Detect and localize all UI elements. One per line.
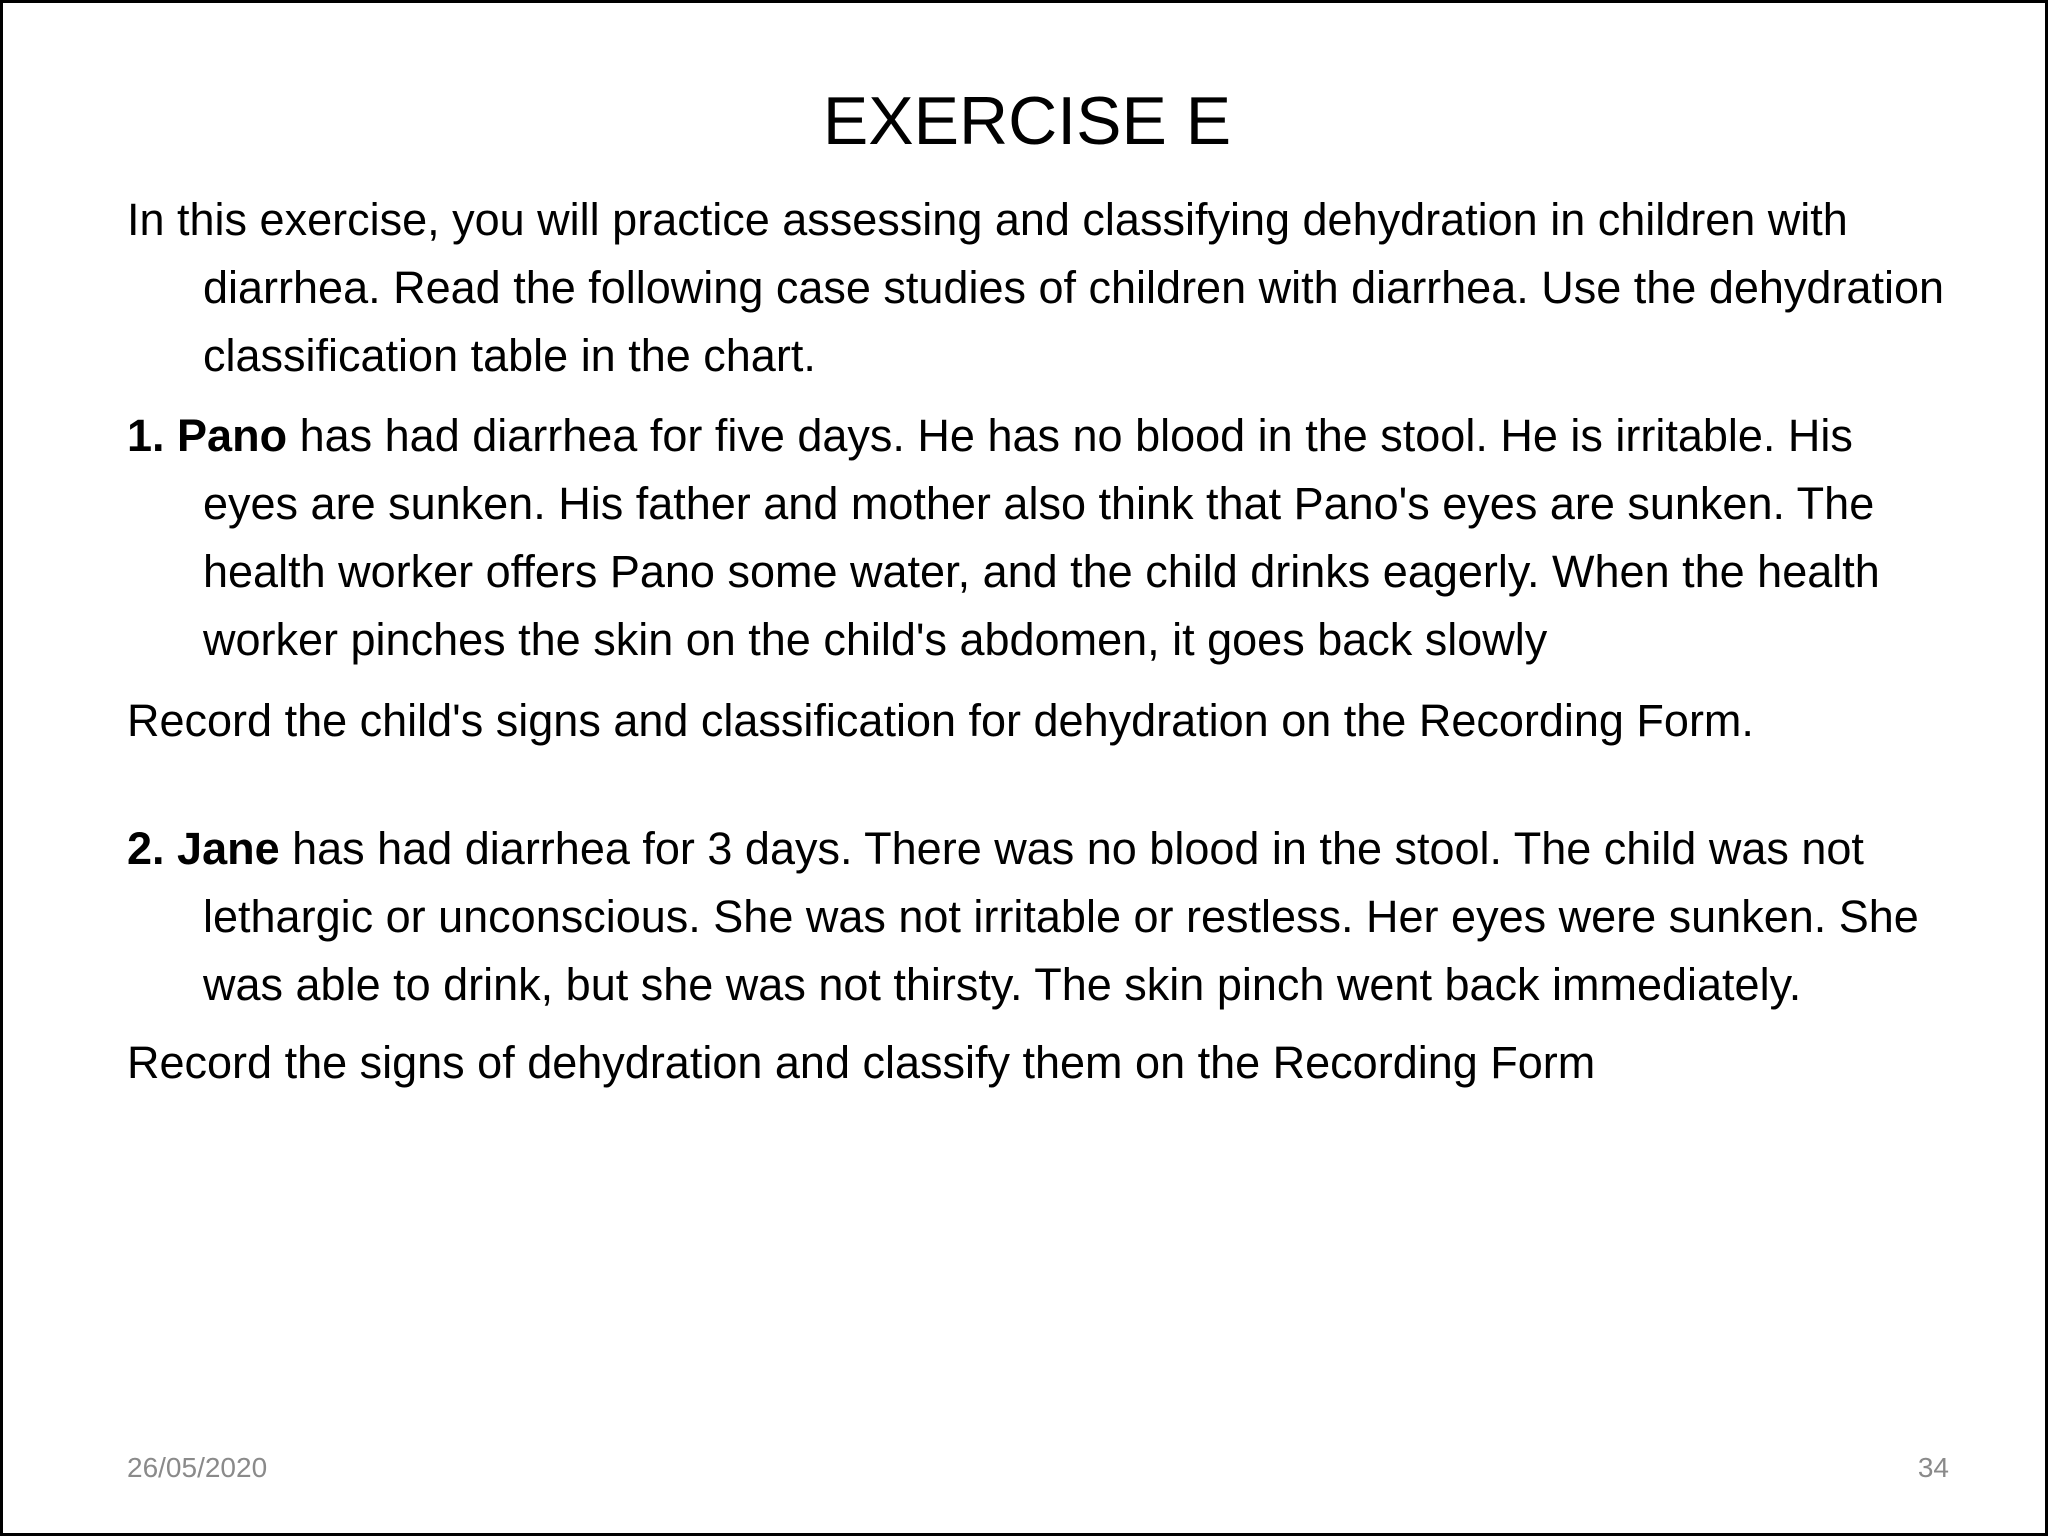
case-1-paragraph — [127, 402, 1957, 674]
case-2-name: Jane — [177, 823, 280, 874]
case-1-text: has had diarrhea for five days. He has no blood in the stool. He is irritable. His eyes are sunken. His father and mother also think that Pano's eyes are sunken. The health worker offers Pano some water, and the child drinks eagerly. When the health worker pinches the skin on the child's abdomen, it goes back slowly — [203, 410, 1880, 665]
slide-title: EXERCISE E — [822, 83, 1232, 159]
case-2-instruction: Record the signs of dehydration and classify them on the Recording Form — [127, 1037, 1596, 1088]
case-1-instruction: Record the child's signs and classification for dehydration on the Recording Form. — [127, 695, 1754, 746]
footer-date: 26/05/2020 — [127, 1452, 268, 1483]
case-1-number: 1. — [127, 410, 165, 461]
case-2-number: 2. — [127, 823, 165, 874]
footer-page-number: 34 — [1917, 1452, 1949, 1483]
case-1-name: Pano — [177, 410, 288, 461]
slide-content — [127, 186, 1957, 1097]
case-2-paragraph — [127, 815, 1957, 1019]
intro-paragraph: In this exercise, you will practice assessing and classifying dehydration in children with diarrhea. Read the following case studies of children with diarrhea. Use the dehydration classification table in the chart. — [127, 194, 1945, 381]
case-2-text: has had diarrhea for 3 days. There was no blood in the stool. The child was not lethargic or unconscious. She was not irritable or restless. Her eyes were sunken. She was able to drink, but she was not thirsty. The skin pinch went back immediately. — [203, 823, 1919, 1010]
